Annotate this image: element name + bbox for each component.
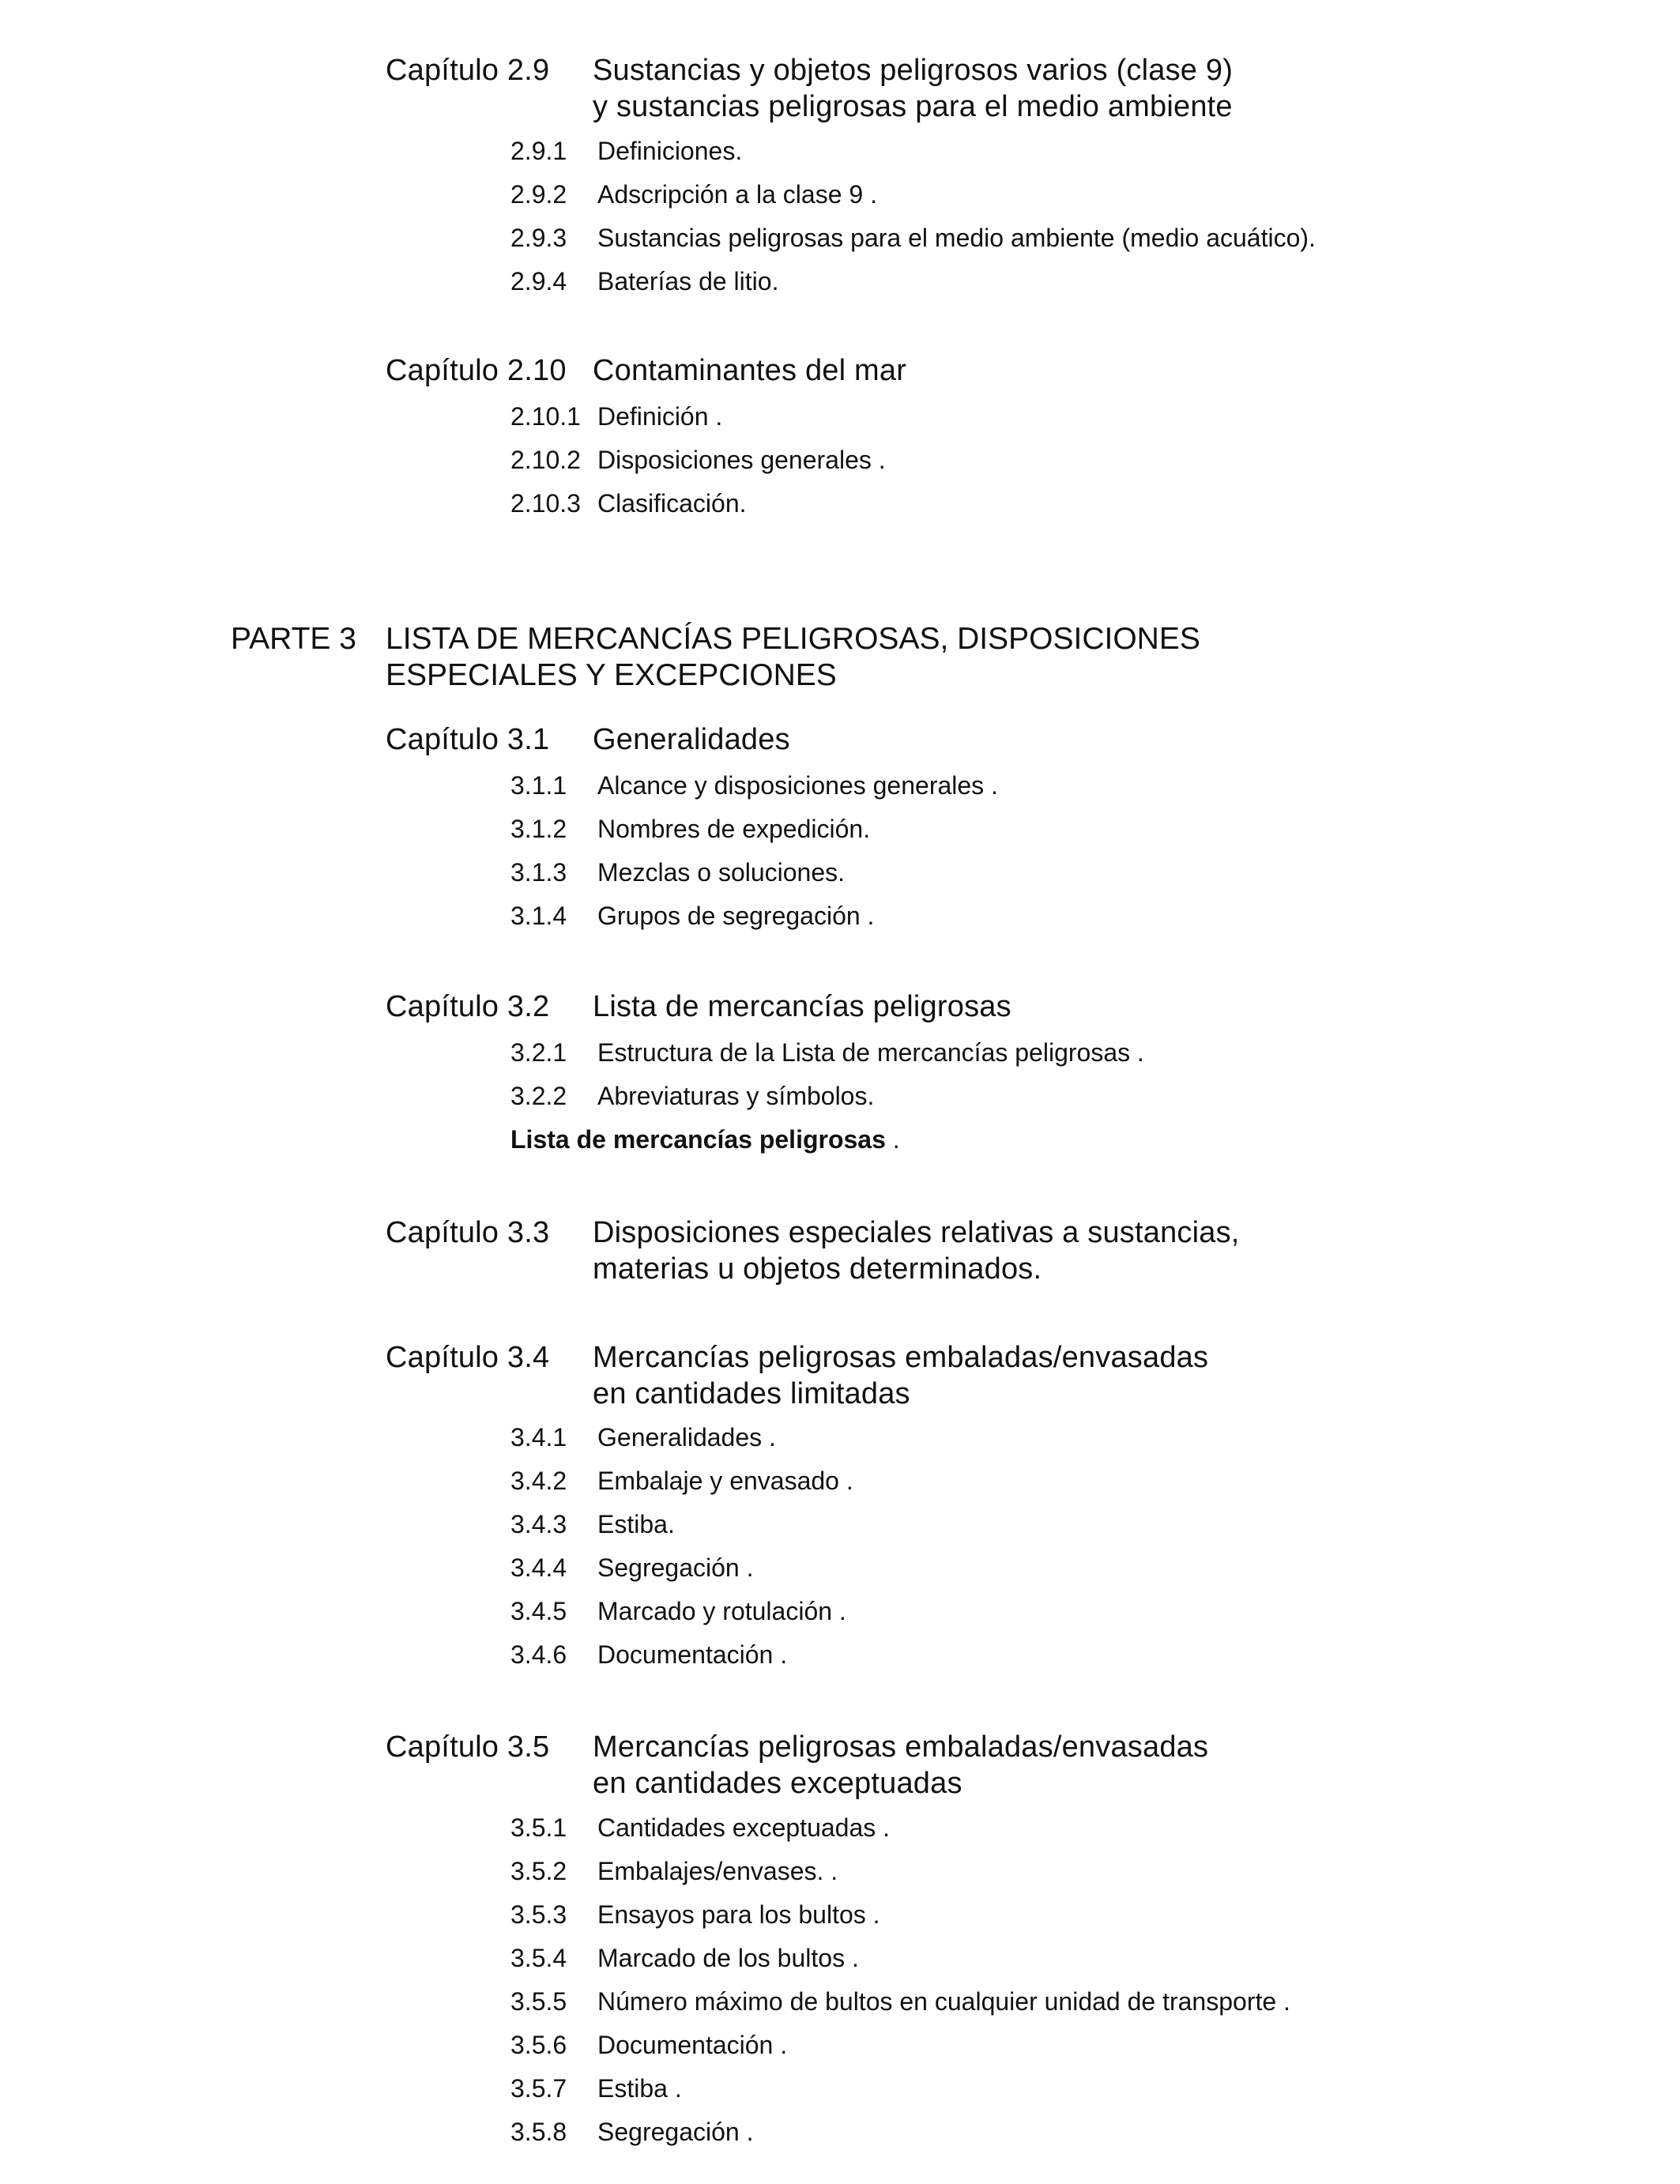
toc-entry-3-5-3[interactable] — [510, 1900, 1538, 1930]
chapter-3-5-heading — [386, 1729, 1492, 1805]
section-title: Disposiciones generales . — [597, 446, 886, 474]
section-number: 3.5.5 — [510, 1987, 567, 2016]
section-number: 2.9.4 — [510, 267, 567, 296]
section-number: 3.5.6 — [510, 2031, 567, 2059]
toc-entry-2-9-1[interactable] — [510, 136, 1538, 166]
toc-entry-3-5-5[interactable] — [510, 1986, 1538, 2016]
toc-entry-3-1-1[interactable] — [510, 770, 1538, 800]
part-title: LISTA DE MERCANCÍAS PELIGROSAS, DISPOSICIONES ESPECIALES Y EXCEPCIONES — [386, 622, 1200, 692]
section-title: Documentación . — [597, 2031, 788, 2059]
section-title: Segregación . — [597, 1553, 754, 1582]
chapter-title: Disposiciones especiales relativas a sustancias, materias u objetos determinados. — [593, 1216, 1240, 1286]
section-number: 3.4.2 — [510, 1467, 567, 1495]
section-number: 2.9.3 — [510, 224, 567, 252]
toc-entry-2-10-1[interactable] — [510, 401, 1538, 431]
section-number: 3.1.4 — [510, 902, 567, 930]
section-number: 3.5.2 — [510, 1857, 567, 1885]
section-number: 2.9.1 — [510, 137, 567, 165]
toc-entry-3-2-2[interactable] — [510, 1081, 1538, 1111]
toc-entry-3-4-3[interactable] — [510, 1509, 1538, 1539]
section-title: Baterías de litio. — [597, 267, 779, 296]
section-title: Cantidades exceptuadas . — [597, 1813, 891, 1842]
section-number: 3.1.2 — [510, 815, 567, 843]
toc-entry-3-4-5[interactable] — [510, 1596, 1538, 1626]
chapter-label: Capítulo 3.3 — [386, 1216, 550, 1249]
section-title: Nombres de expedición. — [597, 815, 871, 843]
section-number: 3.4.3 — [510, 1510, 567, 1538]
part-label: PARTE 3 — [231, 622, 356, 656]
section-number: 3.5.7 — [510, 2074, 567, 2103]
chapter-label: Capítulo 2.10 — [386, 354, 567, 387]
list-entry-leader: . — [885, 1125, 900, 1154]
chapter-label: Capítulo 2.9 — [386, 54, 550, 87]
chapter-title: Mercancías peligrosas embaladas/envasadas en cantidades limitadas — [593, 1341, 1209, 1410]
list-entry-title: Lista de mercancías peligrosas — [510, 1125, 886, 1154]
toc-entry-2-9-3[interactable] — [510, 223, 1538, 253]
toc-entry-3-4-6[interactable] — [510, 1640, 1538, 1670]
chapter-title: Generalidades — [593, 723, 790, 756]
toc-entry-2-10-2[interactable] — [510, 445, 1538, 475]
chapter-2-10-heading — [386, 352, 1492, 389]
section-title: Marcado y rotulación . — [597, 1597, 846, 1625]
toc-entry-3-5-7[interactable] — [510, 2073, 1538, 2103]
section-title: Estiba . — [597, 2074, 682, 2103]
toc-entry-3-4-1[interactable] — [510, 1422, 1538, 1452]
section-number: 3.4.1 — [510, 1423, 567, 1452]
section-number: 3.1.1 — [510, 771, 567, 800]
section-number: 3.2.1 — [510, 1038, 567, 1067]
section-title: Segregación . — [597, 2118, 754, 2146]
part-3-heading — [231, 621, 1495, 697]
section-number: 2.9.2 — [510, 180, 567, 209]
chapter-3-3-heading[interactable] — [386, 1214, 1492, 1290]
section-title: Definiciones. — [597, 137, 743, 165]
section-number: 2.10.2 — [510, 446, 581, 474]
toc-entry-3-2-1[interactable] — [510, 1037, 1538, 1068]
section-title: Adscripción a la clase 9 . — [597, 180, 877, 209]
toc-entry-2-9-2[interactable] — [510, 179, 1538, 209]
toc-entry-dangerous-goods-list[interactable] — [510, 1124, 1538, 1154]
section-title: Sustancias peligrosas para el medio ambiente (medio acuático). — [597, 224, 1316, 252]
toc-entry-3-1-3[interactable] — [510, 857, 1538, 887]
section-number: 3.5.4 — [510, 1944, 567, 1972]
section-title: Número máximo de bultos en cualquier unidad de transporte . — [597, 1987, 1290, 2016]
section-number: 3.5.8 — [510, 2118, 567, 2146]
section-title: Estiba. — [597, 1510, 675, 1538]
section-number: 3.4.5 — [510, 1597, 567, 1625]
section-number: 2.10.1 — [510, 402, 581, 431]
chapter-label: Capítulo 3.2 — [386, 990, 550, 1023]
section-title: Ensayos para los bultos . — [597, 1900, 880, 1929]
toc-entry-3-5-8[interactable] — [510, 2117, 1538, 2147]
section-title: Marcado de los bultos . — [597, 1944, 859, 1972]
toc-entry-3-5-2[interactable] — [510, 1856, 1538, 1886]
section-title: Estructura de la Lista de mercancías peligrosas . — [597, 1038, 1144, 1067]
section-number: 3.1.3 — [510, 858, 567, 887]
toc-entry-3-5-1[interactable] — [510, 1813, 1538, 1843]
section-number: 3.4.4 — [510, 1553, 567, 1582]
section-title: Alcance y disposiciones generales . — [597, 771, 998, 800]
toc-entry-3-5-6[interactable] — [510, 2030, 1538, 2060]
section-title: Abreviaturas y símbolos. — [597, 1082, 875, 1110]
chapter-2-9-heading — [386, 52, 1492, 128]
section-title: Mezclas o soluciones. — [597, 858, 846, 887]
toc-entry-2-10-3[interactable] — [510, 488, 1538, 518]
section-number: 3.5.1 — [510, 1813, 567, 1842]
toc-entry-3-1-4[interactable] — [510, 901, 1538, 931]
chapter-3-2-heading — [386, 988, 1492, 1025]
chapter-title: Contaminantes del mar — [593, 354, 907, 387]
toc-entry-3-1-2[interactable] — [510, 814, 1538, 844]
section-title: Documentación . — [597, 1640, 788, 1669]
section-number: 2.10.3 — [510, 489, 581, 518]
section-title: Embalaje y envasado . — [597, 1467, 853, 1495]
section-title: Clasificación. — [597, 489, 747, 518]
toc-entry-2-9-4[interactable] — [510, 266, 1538, 296]
toc-entry-3-4-4[interactable] — [510, 1553, 1538, 1583]
section-number: 3.2.2 — [510, 1082, 567, 1110]
section-number: 3.4.6 — [510, 1640, 567, 1669]
chapter-label: Capítulo 3.4 — [386, 1341, 550, 1374]
chapter-3-1-heading — [386, 721, 1492, 758]
chapter-label: Capítulo 3.1 — [386, 723, 550, 756]
chapter-title: Sustancias y objetos peligrosos varios (clase 9) y sustancias peligrosas para el medio ambiente — [593, 54, 1234, 123]
section-title: Generalidades . — [597, 1423, 776, 1452]
chapter-3-4-heading — [386, 1339, 1492, 1415]
section-number: 3.5.3 — [510, 1900, 567, 1929]
section-title: Grupos de segregación . — [597, 902, 875, 930]
section-title: Definición . — [597, 402, 723, 431]
chapter-title: Lista de mercancías peligrosas — [593, 990, 1011, 1023]
toc-entry-3-4-2[interactable] — [510, 1466, 1538, 1496]
chapter-title: Mercancías peligrosas embaladas/envasadas en cantidades exceptuadas — [593, 1730, 1209, 1800]
toc-entry-3-5-4[interactable] — [510, 1943, 1538, 1973]
chapter-label: Capítulo 3.5 — [386, 1730, 550, 1764]
section-title: Embalajes/envases. . — [597, 1857, 838, 1885]
